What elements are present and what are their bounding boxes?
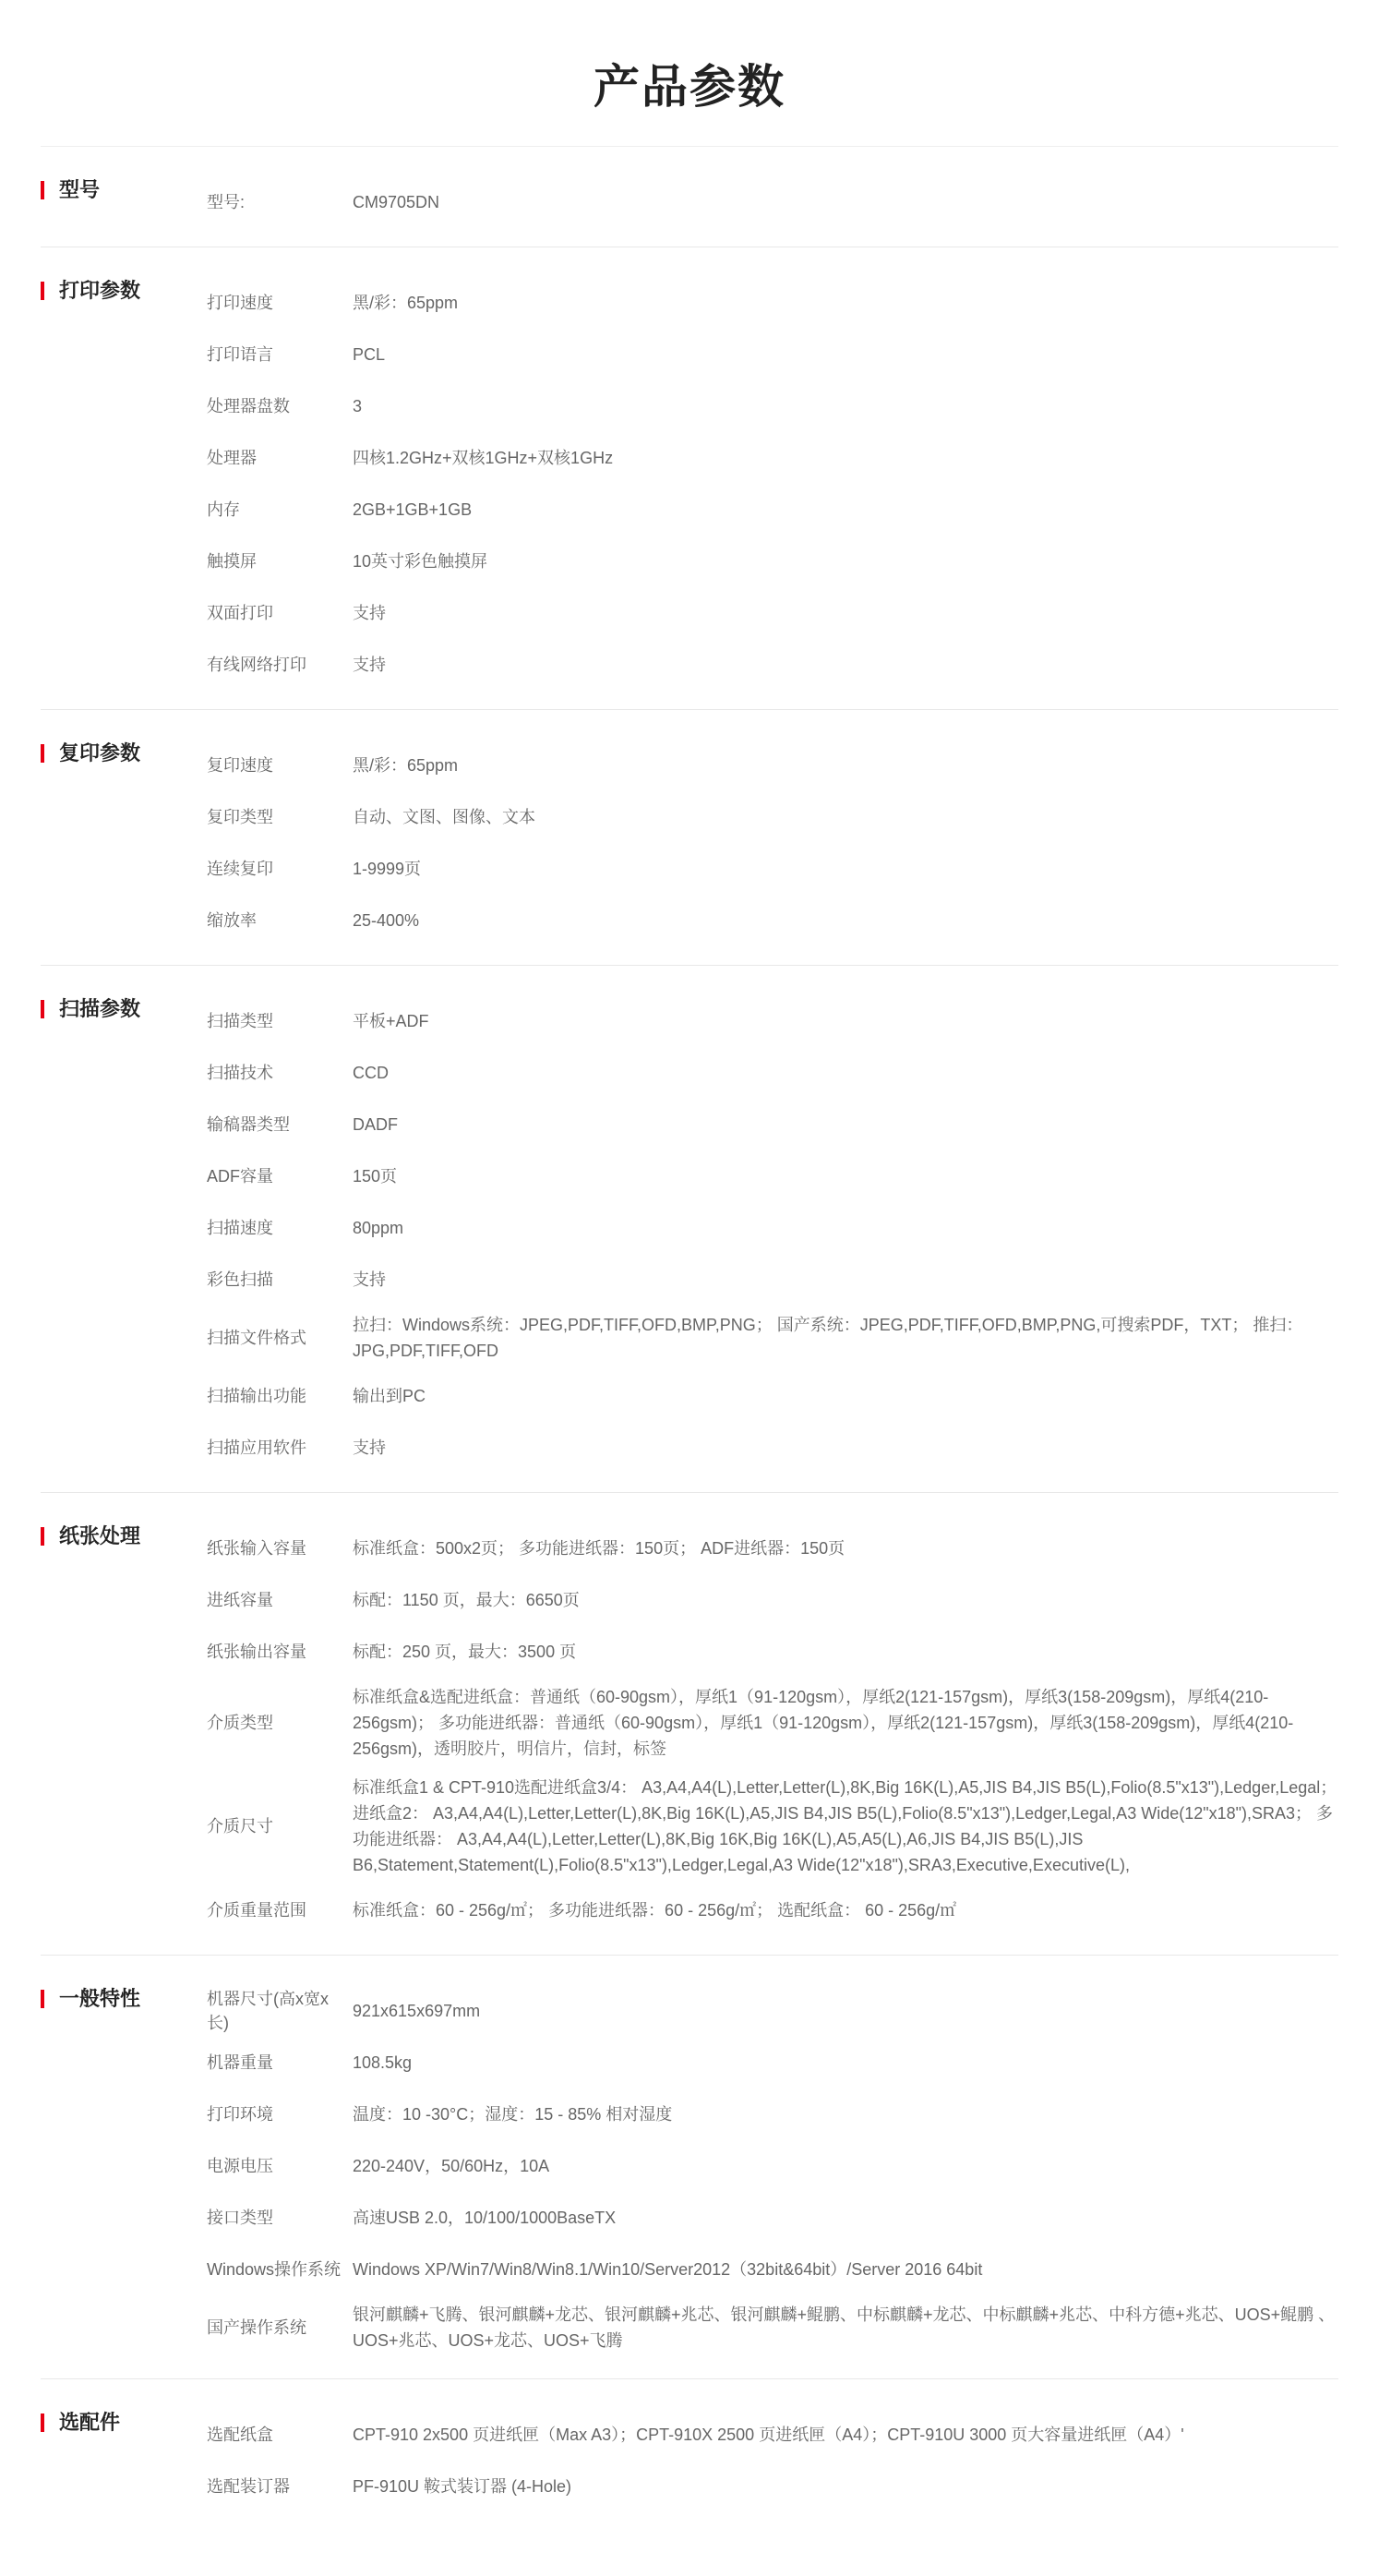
section-header xyxy=(41,176,207,204)
spec-row xyxy=(207,895,1338,946)
spec-label: 国产操作系统 xyxy=(207,2318,306,2337)
spec-label: 纸张输入容量 xyxy=(207,1539,306,1558)
spec-label: 内存 xyxy=(207,500,240,519)
spec-label: 型号: xyxy=(207,193,246,211)
spec-value: 四核1.2GHz+双核1GHz+双核1GHz xyxy=(353,449,614,467)
spec-row xyxy=(207,536,1338,587)
spec-value: CM9705DN xyxy=(353,193,440,211)
section-title: 型号 xyxy=(59,178,101,201)
spec-label: 输稿器类型 xyxy=(207,1115,290,1134)
spec-row xyxy=(207,2409,1338,2461)
spec-label: 打印语言 xyxy=(207,345,273,364)
spec-label: 机器重量 xyxy=(207,2053,273,2072)
spec-value: 标准纸盒&选配进纸盒：普通纸（60-90gsm），厚纸1（91-120gsm），厚纸2(121-157gsm)，厚纸3(158-209gsm)，厚纸4(210-256gsm)； 多功能进纸器：普通纸（60-90gsm），厚纸1（91-120gsm），厚纸2(121-157gsm)，厚纸3(158-209gsm)，厚纸4(210-256gsm)，透明胶片，明信片，信封，标签 xyxy=(353,1688,1294,1758)
spec-row xyxy=(207,1202,1338,1254)
spec-label: 选配装订器 xyxy=(207,2477,290,2496)
spec-value: 黑/彩：65ppm xyxy=(353,756,459,775)
spec-value: 2GB+1GB+1GB xyxy=(353,500,473,519)
section-header xyxy=(41,1985,207,2013)
spec-row xyxy=(207,1678,1338,1768)
spec-row xyxy=(207,1523,1338,1574)
spec-label: 扫描技术 xyxy=(207,1064,273,1082)
page-title: 产品参数 xyxy=(594,61,785,113)
spec-section xyxy=(41,2378,1338,2531)
spec-value: 220-240V，50/60Hz，10A xyxy=(353,2157,550,2175)
spec-value: 150页 xyxy=(353,1167,398,1186)
spec-rows xyxy=(207,995,1338,1474)
spec-value: PF-910U 鞍式装订器 (4-Hole) xyxy=(353,2477,572,2496)
spec-row xyxy=(207,1306,1338,1370)
spec-label: 介质类型 xyxy=(207,1714,273,1732)
section-title: 扫描参数 xyxy=(59,997,141,1020)
spec-label: 接口类型 xyxy=(207,2209,273,2227)
spec-value: 3 xyxy=(353,397,363,415)
spec-rows xyxy=(207,277,1338,691)
spec-label: 打印环境 xyxy=(207,2105,273,2124)
spec-label: 打印速度 xyxy=(207,294,273,312)
spec-row xyxy=(207,1370,1338,1422)
section-header xyxy=(41,1523,207,1550)
section-title: 一般特性 xyxy=(59,1987,141,2010)
spec-section xyxy=(41,709,1338,965)
spec-value: 标配：1150 页，最大：6650页 xyxy=(353,1591,580,1609)
spec-value: CPT-910 2x500 页进纸匣（Max A3）；CPT-910X 2500 页进纸匣（A4）；CPT-910U 3000 页大容量进纸匣（A4）' xyxy=(353,2426,1184,2444)
spec-value: 标准纸盒：60 - 256g/㎡； 多功能进纸器：60 - 256g/㎡； 选配纸盒： 60 - 256g/㎡ xyxy=(353,1901,957,1920)
spec-row xyxy=(207,1985,1338,2037)
spec-section xyxy=(41,1955,1338,2378)
spec-value: 支持 xyxy=(353,656,386,674)
spec-label: 连续复印 xyxy=(207,860,273,878)
spec-label: 缩放率 xyxy=(207,911,257,930)
section-header xyxy=(41,740,207,767)
spec-label: 扫描类型 xyxy=(207,1012,273,1030)
spec-value: 25-400% xyxy=(353,911,420,930)
spec-value: 标准纸盒：500x2页； 多功能进纸器：150页； ADF进纸器：150页 xyxy=(353,1539,845,1558)
spec-value: 标配：250 页，最大：3500 页 xyxy=(353,1643,577,1661)
section-title: 选配件 xyxy=(59,2411,121,2434)
section-header xyxy=(41,2409,207,2437)
spec-value: 921x615x697mm xyxy=(353,2002,481,2020)
spec-rows xyxy=(207,1985,1338,2360)
spec-row xyxy=(207,484,1338,536)
spec-row xyxy=(207,277,1338,329)
spec-section xyxy=(41,247,1338,709)
spec-label: 扫描应用软件 xyxy=(207,1438,306,1457)
spec-label: ADF容量 xyxy=(207,1167,273,1186)
section-title: 复印参数 xyxy=(59,741,141,764)
spec-value: 平板+ADF xyxy=(353,1012,429,1030)
spec-row xyxy=(207,2295,1338,2360)
spec-value: 支持 xyxy=(353,1270,386,1289)
spec-row xyxy=(207,995,1338,1047)
spec-value: 标准纸盒1 & CPT-910选配进纸盒3/4： A3,A4,A4(L),Letter,Letter(L),8K,Big 16K(L),A5,JIS B4,JIS B5(L),Folio(8.5"x13"),Ledger,Legal； 进纸盒2： A3,A4,A4(L),Letter,Letter(L),8K,Big 16K(L),A5,JIS B4,JIS B5(L),Folio(8.5"x13"),Ledger,Legal,A3 Wide(12"x18"),SRA3； 多功能进纸器： A3,A4,A4(L),Letter,Letter(L),8K,Big 16K,Big 16K(L),A5,A5(L),A6,JIS B4,JIS B5(L),JIS B6,Statement,Statement(L),Folio(8.5"x13"),Ledger,Legal,A3 Wide(12"x18"),SRA3,Executive,Executive(L), xyxy=(353,1778,1337,1874)
spec-row xyxy=(207,1150,1338,1202)
spec-rows xyxy=(207,176,1338,228)
spec-value: 1-9999页 xyxy=(353,860,422,878)
spec-row xyxy=(207,2088,1338,2140)
spec-label: 扫描输出功能 xyxy=(207,1387,306,1405)
spec-label: Windows操作系统 xyxy=(207,2260,342,2279)
spec-row xyxy=(207,2037,1338,2088)
section-title: 纸张处理 xyxy=(59,1524,141,1547)
spec-value: 黑/彩：65ppm xyxy=(353,294,459,312)
spec-label: 机器尺寸(高x宽x长) xyxy=(207,1990,329,2032)
spec-label: 进纸容量 xyxy=(207,1591,273,1609)
spec-section xyxy=(41,146,1338,247)
spec-row xyxy=(207,791,1338,843)
spec-label: 选配纸盒 xyxy=(207,2426,273,2444)
spec-rows xyxy=(207,1523,1338,1936)
spec-label: 介质重量范围 xyxy=(207,1901,306,1920)
spec-table xyxy=(41,146,1338,2531)
spec-row xyxy=(207,1047,1338,1099)
spec-label: 处理器 xyxy=(207,449,257,467)
spec-row xyxy=(207,2461,1338,2512)
spec-row xyxy=(207,1768,1338,1884)
spec-row xyxy=(207,2244,1338,2295)
spec-value: 拉扫：Windows系统：JPEG,PDF,TIFF,OFD,BMP,PNG； 国产系统：JPEG,PDF,TIFF,OFD,BMP,PNG,可搜索PDF，TXT； 推扫：JPG,PDF,TIFF,OFD xyxy=(353,1316,1303,1360)
spec-row xyxy=(207,1626,1338,1678)
spec-rows xyxy=(207,2409,1338,2512)
spec-value: 108.5kg xyxy=(353,2053,413,2072)
spec-section xyxy=(41,965,1338,1492)
spec-row xyxy=(207,2192,1338,2244)
spec-row xyxy=(207,587,1338,639)
spec-value: 支持 xyxy=(353,1438,386,1457)
spec-label: 扫描速度 xyxy=(207,1219,273,1237)
spec-label: 有线网络打印 xyxy=(207,656,306,674)
spec-label: 纸张输出容量 xyxy=(207,1643,306,1661)
spec-row xyxy=(207,1254,1338,1306)
spec-row xyxy=(207,1422,1338,1474)
spec-row xyxy=(207,639,1338,691)
spec-row xyxy=(207,329,1338,380)
spec-row xyxy=(207,432,1338,484)
spec-value: 自动、文图、图像、文本 xyxy=(353,808,535,826)
spec-label: 电源电压 xyxy=(207,2157,273,2175)
spec-label: 扫描文件格式 xyxy=(207,1329,306,1347)
spec-value: PCL xyxy=(353,345,386,364)
spec-label: 复印速度 xyxy=(207,756,273,775)
spec-label: 处理器盘数 xyxy=(207,397,290,415)
spec-value: 10英寸彩色触摸屏 xyxy=(353,552,488,571)
spec-label: 双面打印 xyxy=(207,604,273,622)
spec-row xyxy=(207,740,1338,791)
spec-value: 银河麒麟+飞腾、银河麒麟+龙芯、银河麒麟+兆芯、银河麒麟+鲲鹏、中标麒麟+龙芯、中标麒麟+兆芯、中科方德+兆芯、UOS+鲲鹏 、UOS+兆芯、UOS+龙芯、UOS+飞腾 xyxy=(353,2305,1336,2350)
spec-value: DADF xyxy=(353,1115,398,1134)
spec-value: 温度：10 -30°C；湿度：15 - 85% 相对湿度 xyxy=(353,2105,673,2124)
spec-value: 输出到PC xyxy=(353,1387,426,1405)
spec-label: 彩色扫描 xyxy=(207,1270,273,1289)
spec-value: 支持 xyxy=(353,604,386,622)
spec-label: 复印类型 xyxy=(207,808,273,826)
spec-value: CCD xyxy=(353,1064,389,1082)
spec-value: 80ppm xyxy=(353,1219,404,1237)
spec-row xyxy=(207,176,1338,228)
spec-value: Windows XP/Win7/Win8/Win8.1/Win10/Server2012（32bit&64bit）/Server 2016 64bit xyxy=(353,2260,983,2279)
spec-row xyxy=(207,843,1338,895)
section-header xyxy=(41,277,207,305)
spec-row xyxy=(207,380,1338,432)
spec-section xyxy=(41,1492,1338,1955)
spec-rows xyxy=(207,740,1338,946)
section-title: 打印参数 xyxy=(59,279,141,302)
spec-label: 触摸屏 xyxy=(207,552,257,571)
spec-row xyxy=(207,2140,1338,2192)
spec-label: 介质尺寸 xyxy=(207,1817,273,1836)
spec-row xyxy=(207,1574,1338,1626)
spec-value: 高速USB 2.0，10/100/1000BaseTX xyxy=(353,2209,617,2227)
spec-row xyxy=(207,1884,1338,1936)
spec-row xyxy=(207,1099,1338,1150)
section-header xyxy=(41,995,207,1023)
